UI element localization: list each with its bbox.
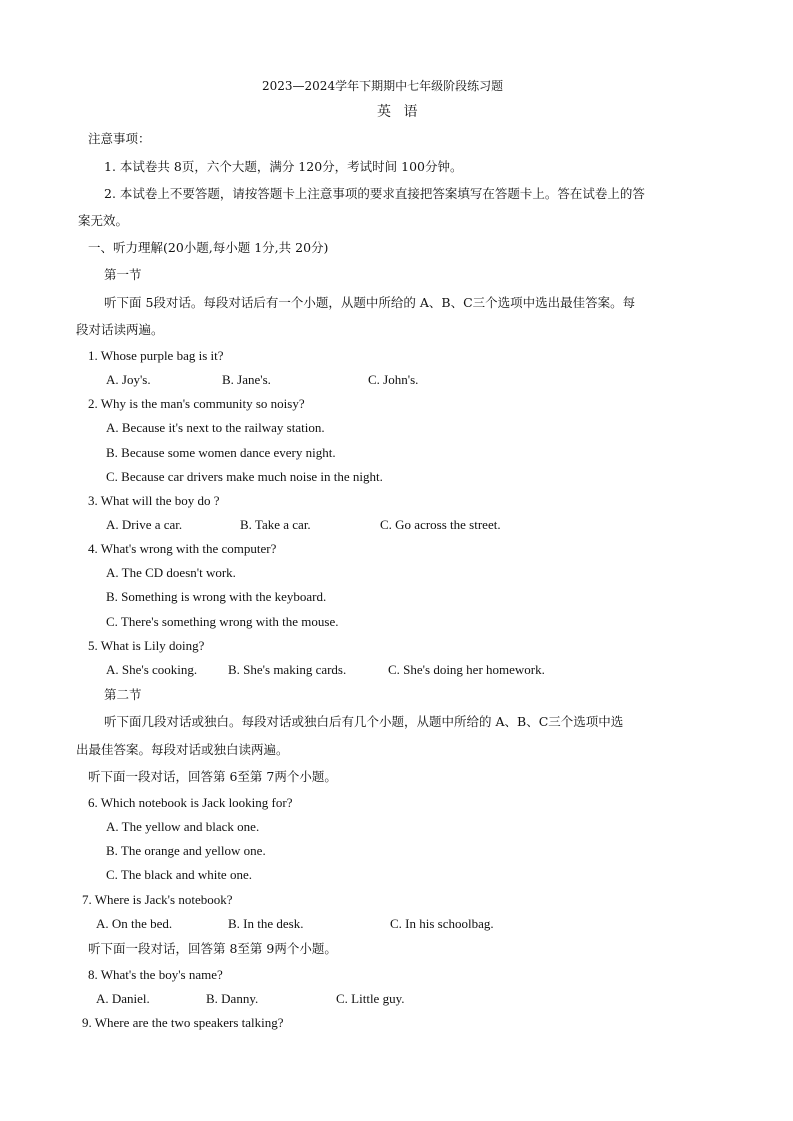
- question-5-option-b: B. She's making cards.: [228, 662, 347, 677]
- section2-label: 第二节: [104, 687, 142, 702]
- question-2-option-c: C. Because car drivers make much noise in the night.: [106, 469, 383, 484]
- question-6-option-a: A. The yellow and black one.: [106, 819, 260, 834]
- question-2-stem: 2. Why is the man's community so noisy?: [88, 396, 305, 411]
- section2-instruction-line-1: 听下面几段对话或独白。每段对话或独白后有几个小题，从题中所给的 A、B、C三个选项中选: [104, 714, 624, 729]
- question-6-option-b: B. The orange and yellow one.: [106, 843, 266, 858]
- question-9-stem: 9. Where are the two speakers talking?: [82, 1015, 284, 1030]
- lead-questions-8-9: 听下面一段对话，回答第 8至第 9两个小题。: [88, 941, 337, 956]
- question-5-option-a: A. She's cooking.: [106, 662, 198, 677]
- question-2-option-b: B. Because some women dance every night.: [106, 445, 336, 460]
- exam-title: 2023—2024学年下期期中七年级阶段练习题: [262, 79, 504, 93]
- question-7-option-c: C. In his schoolbag.: [390, 916, 494, 931]
- question-4-option-b: B. Something is wrong with the keyboard.: [106, 589, 327, 604]
- notice-item-1: 1. 本试卷共 8页，六个大题，满分 120分，考试时间 100分钟。: [104, 159, 463, 174]
- question-4-option-c: C. There's something wrong with the mouse.: [106, 614, 339, 629]
- question-8-option-a: A. Daniel.: [96, 991, 150, 1006]
- question-5-option-c: C. She's doing her homework.: [388, 662, 545, 677]
- question-8-option-c: C. Little guy.: [336, 991, 405, 1006]
- question-1-stem: 1. Whose purple bag is it?: [88, 348, 224, 363]
- part1-heading: 一、听力理解(20小题,每小题 1分,共 20分): [88, 240, 329, 255]
- question-6-option-c: C. The black and white one.: [106, 867, 252, 882]
- question-4-stem: 4. What's wrong with the computer?: [88, 541, 277, 556]
- section1-instruction-line-1: 听下面 5段对话。每段对话后有一个小题，从题中所给的 A、B、C三个选项中选出最佳答案。每: [104, 295, 636, 310]
- question-7-stem: 7. Where is Jack's notebook?: [82, 892, 233, 907]
- question-3-option-a: A. Drive a car.: [106, 517, 183, 532]
- lead-questions-6-7: 听下面一段对话，回答第 6至第 7两个小题。: [88, 769, 337, 784]
- notice-heading: 注意事项：: [88, 131, 151, 146]
- question-5-stem: 5. What is Lily doing?: [88, 638, 205, 653]
- question-8-stem: 8. What's the boy's name?: [88, 967, 223, 982]
- question-7-option-b: B. In the desk.: [228, 916, 304, 931]
- question-3-option-c: C. Go across the street.: [380, 517, 501, 532]
- question-3-stem: 3. What will the boy do ?: [88, 493, 220, 508]
- subject-title: 英 语: [377, 104, 422, 120]
- section1-instruction-line-2: 段对话读两遍。: [76, 322, 164, 337]
- section1-label: 第一节: [104, 267, 142, 282]
- question-4-option-a: A. The CD doesn't work.: [106, 565, 236, 580]
- question-2-option-a: A. Because it's next to the railway station.: [106, 420, 325, 435]
- question-1-option-b: B. Jane's.: [222, 372, 271, 387]
- question-1-option-a: A. Joy's.: [106, 372, 151, 387]
- question-7-option-a: A. On the bed.: [96, 916, 173, 931]
- question-6-stem: 6. Which notebook is Jack looking for?: [88, 795, 293, 810]
- question-1-option-c: C. John's.: [368, 372, 419, 387]
- notice-item-2-line-2: 案无效。: [78, 213, 129, 228]
- question-8-option-b: B. Danny.: [206, 991, 259, 1006]
- section2-instruction-line-2: 出最佳答案。每段对话或独白读两遍。: [76, 742, 289, 757]
- question-3-option-b: B. Take a car.: [240, 517, 311, 532]
- notice-item-2-line-1: 2. 本试卷上不要答题，请按答题卡上注意事项的要求直接把答案填写在答题卡上。答在试卷上的答: [104, 186, 645, 201]
